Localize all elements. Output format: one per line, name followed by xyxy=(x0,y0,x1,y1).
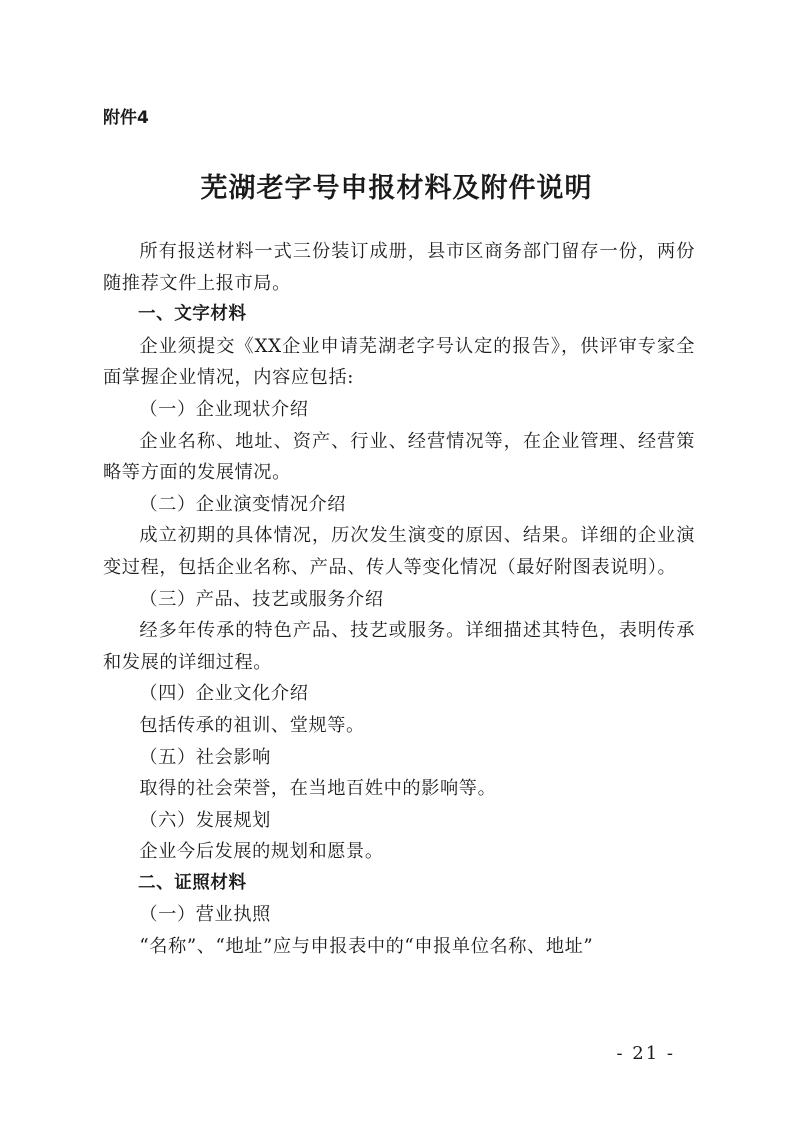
paragraph: 取得的社会荣誉，在当地百姓中的影响等。 xyxy=(139,778,497,800)
subheading: （二）企业演变情况介绍 xyxy=(139,493,347,515)
paragraph: 包括传承的祖训、堂规等。 xyxy=(139,714,365,736)
paragraph: “名称”、“地址”应与申报表中的“申报单位名称、地址” xyxy=(139,936,594,958)
section-heading-license-materials: 二、证照材料 xyxy=(138,872,247,893)
subheading: （六）发展规划 xyxy=(139,809,271,831)
subheading: （三）产品、技艺或服务介绍 xyxy=(139,588,384,610)
subheading: （五）社会影响 xyxy=(139,746,271,768)
document-title: 芜湖老字号申报材料及附件说明 xyxy=(200,173,593,204)
paragraph: 企业今后发展的规划和愿景。 xyxy=(139,841,384,863)
page-number: - 21 - xyxy=(616,1043,675,1064)
paragraph: 企业须提交《XX企业申请芜湖老字号认定的报告》，供评审专家全面掌握企业情况，内容应包括: xyxy=(103,335,695,389)
paragraph: 企业名称、地址、资产、行业、经营情况等，在企业管理、经营策略等方面的发展情况。 xyxy=(103,430,695,484)
paragraph: 经多年传承的特色产品、技艺或服务。详细描述其特色，表明传承和发展的详细过程。 xyxy=(103,620,695,673)
document-body xyxy=(103,236,695,963)
subheading: （四）企业文化介绍 xyxy=(139,683,309,705)
subheading: （一）企业现状介绍 xyxy=(139,398,309,420)
paragraph: 成立初期的具体情况，历次发生演变的原因、结果。详细的企业演变过程，包括企业名称、产品、传人等变化情况（最好附图表说明）。 xyxy=(103,525,695,578)
attachment-label: 附件4 xyxy=(103,108,149,128)
section-heading-text-materials: 一、文字材料 xyxy=(138,304,247,325)
subheading: （一）营业执照 xyxy=(139,904,271,926)
paragraph-intro: 所有报送材料一式三份装订成册，县市区商务部门留存一份，两份随推荐文件上报市局。 xyxy=(103,241,695,294)
